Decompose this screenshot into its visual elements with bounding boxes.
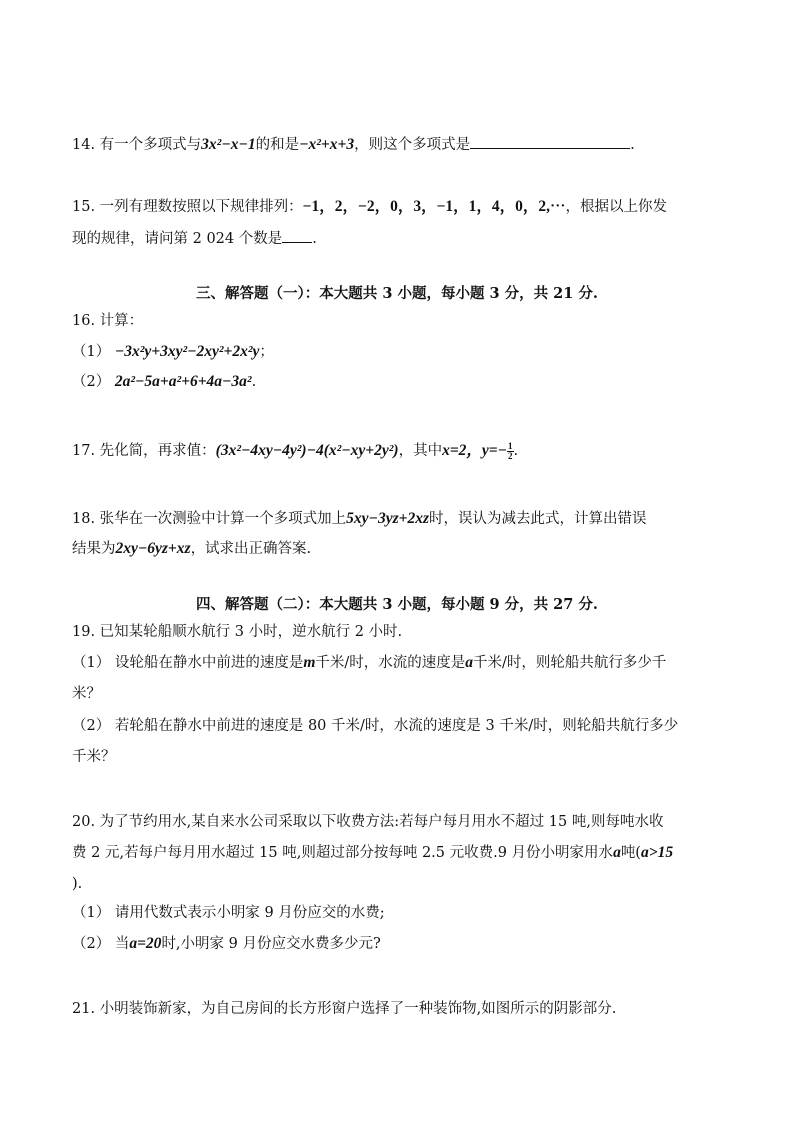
section-3-title: 三、解答题（一）：本大题共 3 小题，每小题 3 分，共 21 分. [196,285,598,302]
q19-p1-c: 千米/时，则轮船共航行多少千 [473,655,667,671]
question-21: 21. 小明装饰新家，为自己房间的长方形窗户选择了一种装饰物,如图所示的阴影部分. [72,1001,617,1017]
q15-line1-suffix: ，根据以上你发 [565,199,668,215]
question-20-line3: ). [72,876,83,892]
q17-condition: x=2，y=− [442,442,508,459]
q17-prefix: 17. 先化简，再求值： [72,443,216,459]
q20-p2-b: 时,小明家 9 月份应交水费多少元? [161,936,381,952]
question-17 [72,441,518,461]
question-19-part2-line1 [72,716,678,736]
q19-p1-label: （1） [72,655,111,671]
q17-end: . [513,443,519,459]
q14-expr1: 3x²−x−1 [201,136,256,153]
question-18-line2 [72,539,311,559]
q14-number: 14. [72,137,96,153]
q16-p1-end: ； [259,344,274,360]
question-19-part1-line2: 米？ [72,686,101,702]
q17-frac-denominator: 2 [508,450,513,461]
q20-line2-b: 吨( [620,845,641,861]
q20-p1-label: （1） [72,905,111,921]
q17-mid: ，其中 [398,443,443,459]
question-14 [72,134,635,155]
question-20-part2 [72,934,381,954]
question-16-part1 [72,342,274,362]
q14-expr2: −x²+x+3 [299,136,355,153]
q14-answer-blank [470,134,630,149]
q18-line2-suffix: ，试求出正确答案. [190,541,312,557]
q16-p1-label: （1） [72,344,111,360]
question-19-part2-line2: 千米？ [72,749,116,765]
q20-p2-a: 当 [114,936,130,952]
q18-line2-prefix: 结果为 [72,541,116,557]
q19-p2-label: （2） [72,718,111,734]
q19-p1-a: 设轮船在静水中前进的速度是 [114,655,304,671]
q15-line2-prefix: 现的规律，请问第 2 024 个数是 [72,231,283,247]
question-19-title: 19. 已知某轮船顺水航行 3 小时，逆水航行 2 小时. [72,624,403,640]
q16-p2-expr: 2a²−5a+a²+6+4a−3a² [114,373,252,390]
q14-suffix: ，则这个多项式是 [354,137,471,153]
q20-var-a: a [613,844,621,861]
q20-p2-condition: a=20 [129,935,162,952]
question-18-line1 [72,509,646,529]
q20-line2-a: 费 2 元,若每户每月用水超过 15 吨,则超过部分按每吨 2.5 元收费.9 月份小明家用水 [72,845,614,861]
q17-expr: (3x²−4xy−4y²)−4(x²−xy+2y²) [215,442,399,459]
q18-line1-suffix: 时，误认为减去此式，计算出错误 [428,511,647,527]
q19-p1-var-a: a [465,654,474,671]
q16-p1-expr: −3x²y+3xy²−2xy²+2x²y [114,343,260,360]
q14-end: . [630,137,635,153]
q20-p2-label: （2） [72,936,111,952]
q15-line2-end: . [312,231,317,247]
q14-prefix: 有一个多项式与 [99,137,202,153]
q15-answer-blank [282,228,312,243]
q19-p1-var-m: m [303,654,316,671]
question-15-line2 [72,228,317,249]
question-16-title: 16. 计算： [72,313,144,329]
q18-expr2: 2xy−6yz+xz [115,540,191,557]
q19-p2-text: 若轮船在静水中前进的速度是 80 千米/时，水流的速度是 3 千米/时，则轮船共航行多少 [114,718,679,734]
q17-frac-numerator: 1 [508,440,513,451]
q18-line1-prefix: 18. 张华在一次测验中计算一个多项式加上 [72,511,347,527]
q20-condition: a>15 [640,844,674,861]
question-15-line1 [72,197,667,217]
q20-p1-text: 请用代数式表示小明家 9 月份应交的水费; [114,905,385,921]
question-20-line2 [72,843,673,863]
section-4-title: 四、解答题（二）：本大题共 3 小题，每小题 9 分，共 27 分. [196,596,598,613]
q15-sequence: −1，2，−2，0，3，−1，1，4，0，2,⋯ [302,198,566,215]
q15-line1-prefix: 15. 一列有理数按照以下规律排列： [72,199,303,215]
question-20-line1: 20. 为了节约用水,某自来水公司采取以下收费方法:若每户每月用水不超过 15 吨,则每吨水收 [72,814,664,830]
question-20-part1 [72,903,385,923]
q19-p1-b: 千米/时，水流的速度是 [315,655,466,671]
q18-expr1: 5xy−3yz+2xz [346,510,429,527]
question-16-part2 [72,372,256,392]
question-19-part1-line1 [72,653,666,673]
q16-p2-end: . [251,374,257,390]
q16-p2-label: （2） [72,374,111,390]
q14-mid: 的和是 [255,137,300,153]
